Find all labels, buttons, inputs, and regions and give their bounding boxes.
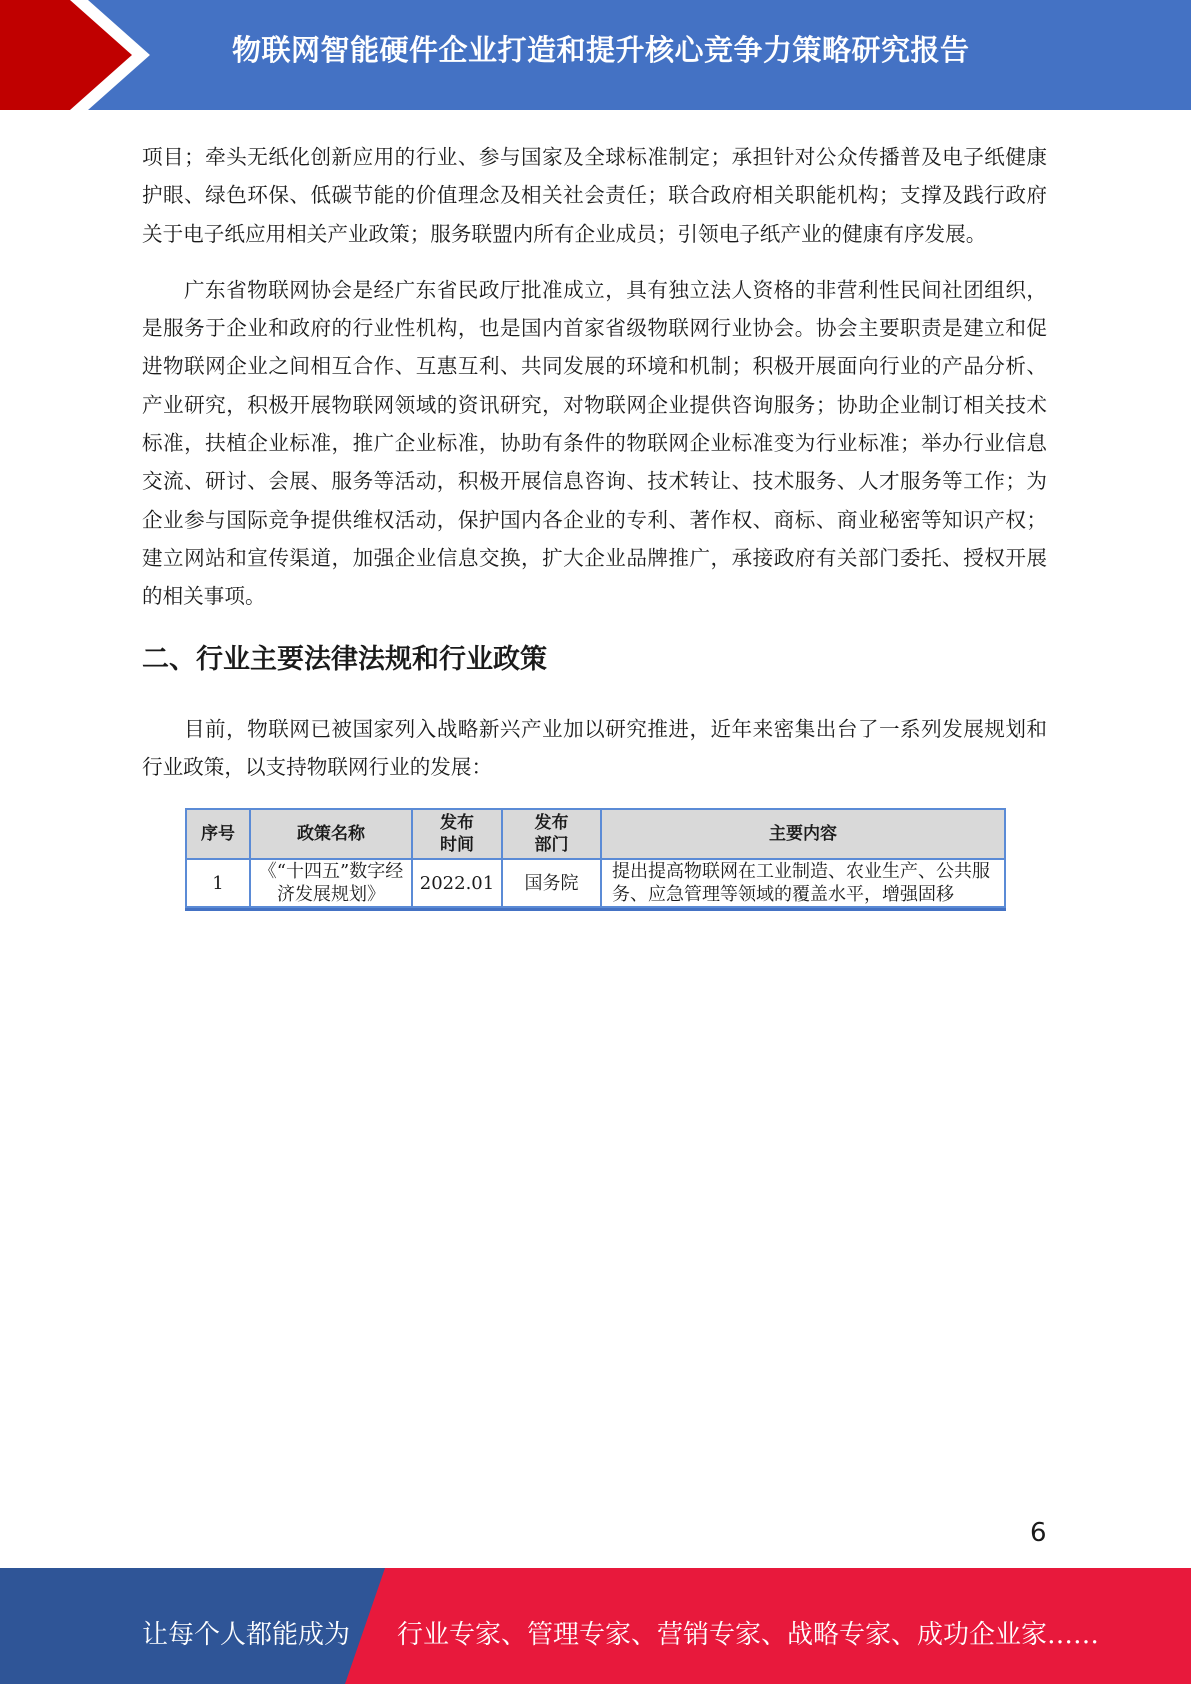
section-heading: 二、行业主要法律法规和行业政策	[142, 643, 547, 675]
cell-no: 1	[186, 859, 250, 907]
paragraph-continued: 项目；牵头无纸化创新应用的行业、参与国家及全球标准制定；承担针对公众传播普及电子纸健康护眼、绿色环保、低碳节能的价值理念及相关社会责任；联合政府相关职能机构；支撑及践行政府关于电子纸应用相关产业政策；服务联盟内所有企业成员；引领电子纸产业的健康有序发展。	[142, 145, 1047, 246]
header-content: 主要内容	[601, 809, 1005, 859]
section-intro: 目前，物联网已被国家列入战略新兴产业加以研究推进，近年来密集出台了一系列发展规划和行业政策，以支持物联网行业的发展：	[142, 716, 1047, 779]
cell-policy-name	[250, 859, 412, 907]
cell-dept: 国务院	[502, 859, 601, 907]
report-title: 物联网智能硬件企业打造和提升核心竞争力策略研究报告	[232, 33, 970, 67]
cell-content-text: 提出提高物联网在工业制造、农业生产、公共服务、应急管理等领域的覆盖水平，增强固移	[612, 861, 990, 905]
header-chevron-icon	[0, 0, 160, 110]
footer-slogan-right: 行业专家、管理专家、营销专家、战略专家、成功企业家……	[397, 1620, 1100, 1650]
header-no: 序号	[186, 809, 250, 859]
table-row	[186, 859, 1005, 907]
policy-table	[185, 808, 1006, 908]
page-number: 6	[1030, 1518, 1047, 1548]
cell-policy-name-text: 《“十四五”数字经济发展规划》	[258, 861, 404, 905]
paragraph-association: 广东省物联网协会是经广东省民政厅批准成立，具有独立法人资格的非营利性民间社团组织，是服务于企业和政府的行业性机构，也是国内首家省级物联网行业协会。协会主要职责是建立和促进物联网企业之间相互合作、互惠互利、共同发展的环境和机制；积极开展面向行业的产品分析、产业研究，积极开展物联网领域的资讯研究，对物联网企业提供咨询服务；协助企业制订相关技术标准，扶植企业标准，推广企业标准，协助有条件的物联网企业标准变为行业标准；举办行业信息交流、研讨、会展、服务等活动，积极开展信息咨询、技术转让、技术服务、人才服务等工作；为企业参与国际竞争提供维权活动，保护国内各企业的专利、著作权、商标、商业秘密等知识产权；建立网站和宣传渠道，加强企业信息交换，扩大企业品牌推广，承接政府有关部门委托、授权开展的相关事项。	[142, 277, 1047, 609]
page-header	[0, 0, 1191, 110]
footer-slogan-left: 让每个人都能成为	[142, 1620, 351, 1650]
policy-table-wrapper	[185, 808, 1006, 911]
table-header-row	[186, 809, 1005, 859]
header-policy-name: 政策名称	[250, 809, 412, 859]
page-footer	[0, 1568, 1191, 1684]
cell-date: 2022.01	[412, 859, 502, 907]
cell-content	[601, 859, 1005, 907]
document-body	[142, 138, 1047, 804]
header-date: 发布 时间	[412, 809, 502, 859]
header-dept: 发布 部门	[502, 809, 601, 859]
